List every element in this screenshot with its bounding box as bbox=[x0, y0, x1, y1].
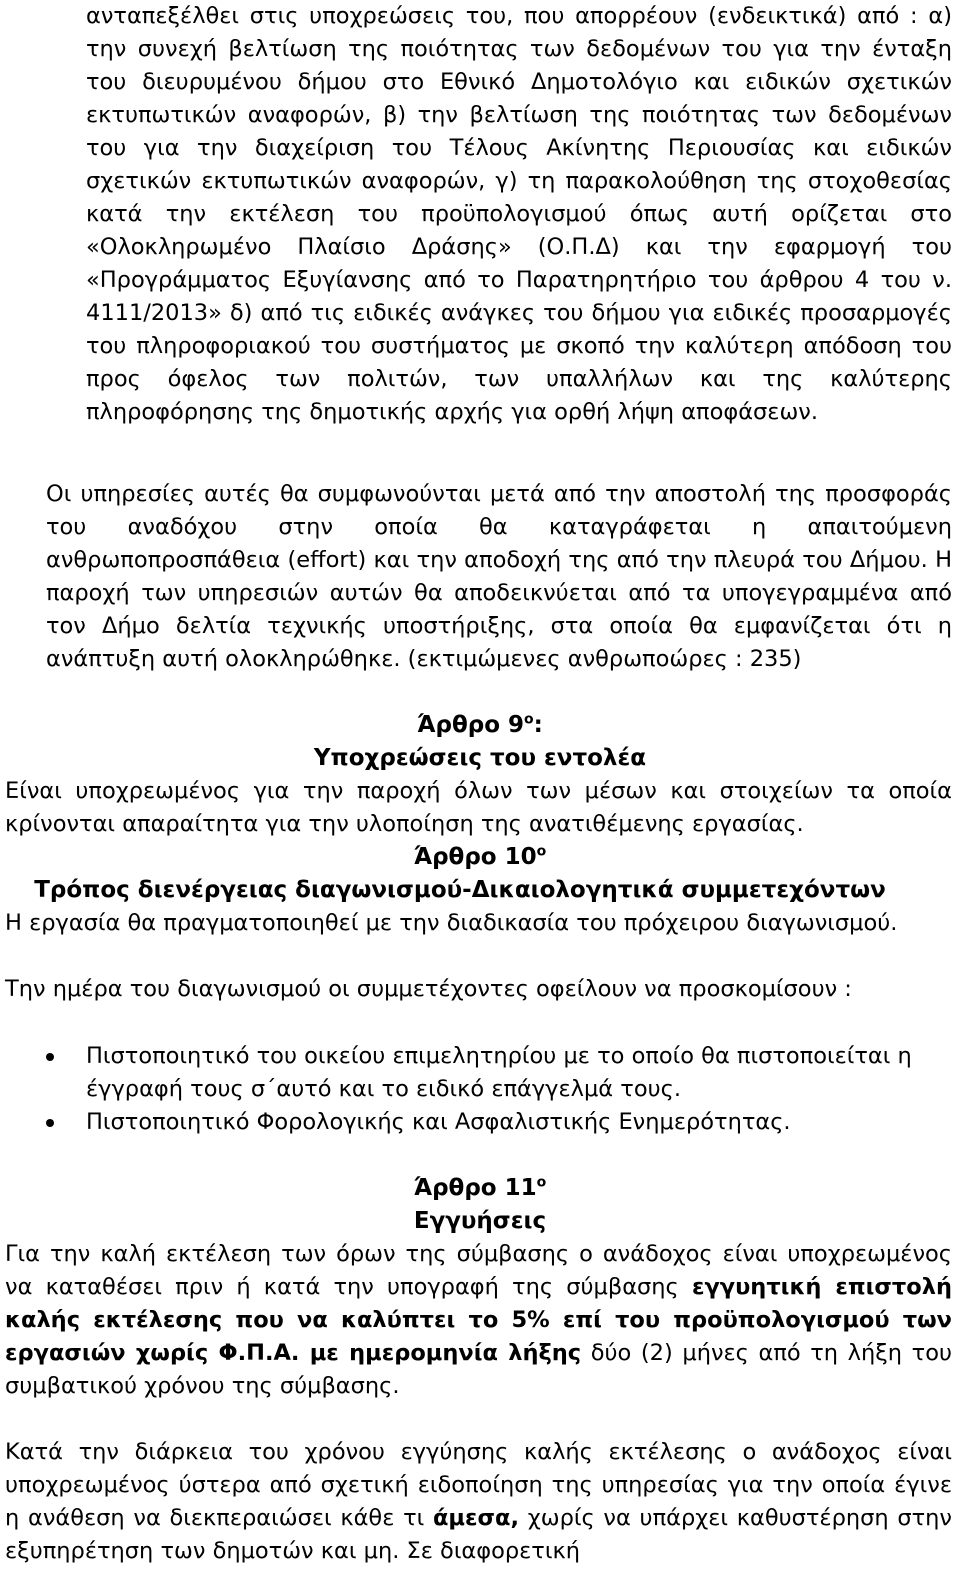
article-11-title: Άρθρο $11^o$ bbox=[413, 1174, 547, 1201]
services-paragraph: Οι υπηρεσίες αυτές θα συμφωνούνται μετά από την αποστολή της προσφοράς του αναδόχου στην οποία θα καταγράφεται η απαιτούμενη ανθρωποπροσπάθεια (effort) και την αποδοχή της από την πλευρά του Δήμου. Η παροχή των υπηρεσιών αυτών θα αποδεικνύεται από τα υπογεγραμμένα από τον Δήμο δελτία τεχνικής υποστήριξης, στα οποία θα εμφανίζεται ότι η ανάπτυξη αυτή ολοκληρώθηκε. (εκτιμώμενες ανθρωποώρες : 235) bbox=[46, 481, 952, 672]
intro-paragraph: ανταπεξέλθει στις υποχρεώσεις του, που απορρέουν (ενδεικτικά) από : α) την συνεχή βελτίωση της ποιότητας των δεδομένων του για την ένταξη του διευρυμένου δήμου στο Εθνικό Δημοτολόγιο και ειδικών σχετικών εκτυπωτικών αναφορών, β) την βελτίωση της ποιότητας των δεδομένων του για την διαχείριση του Τέλους Ακίνητης Περιουσίας και ειδικών σχετικών εκτυπωτικών αναφορών, γ) τη παρακολούθηση της στοχοθεσίας κατά την εκτέλεση του προϋπολογισμού όπως αυτή ορίζεται στο «Ολοκληρωμένο Πλαίσιο Δράσης» (Ο.Π.Δ) και την εφαρμογή του «Προγράμματος Εξυγίανσης από το Παρατηρητήριο του άρθρου 4 του ν. 4111/2013» δ) από τις ειδικές ανάγκες του δήμου για ειδικές προσαρμογές του πληροφοριακού του συστήματος με σκοπό την καλύτερη απόδοση του προς όφελος των πολιτών, των υπαλλήλων και της καλύτερης πληροφόρησης της δημοτικής αρχής για ορθή λήψη αποφάσεων. bbox=[86, 3, 952, 425]
guarantee-duration-paragraph: Κατά την διάρκεια του χρόνου εγγύησης καλής εκτέλεσης ο ανάδοχος είναι υποχρεωμένος ύστερα από σχετική ειδοποίηση της υπηρεσίας για την οποία έγινε η ανάθεση να διεκπεραιώσει κάθε τι άμεσα, χωρίς να υπάρχει καθυστέρηση στην εξυπηρέτηση των δημοτών και μη. Σε διαφορετική bbox=[5, 1439, 952, 1564]
article-9-subtitle: Υποχρεώσεις του εντολέα bbox=[313, 745, 647, 771]
article-9-paragraph: Είναι υποχρεωμένος για την παροχή όλων των μέσων και στοιχείων τα οποία κρίνονται απαραίτητα για την υλοποίηση της ανατιθέμενης εργασίας. bbox=[5, 778, 952, 837]
article-11-subtitle: Εγγυήσεις bbox=[413, 1208, 547, 1234]
article-9-title: Άρθρο $9^o$: bbox=[417, 711, 543, 738]
article-10-subtitle: Τρόπος διενέργειας διαγωνισμού-Δικαιολογητικά συμμετεχόντων bbox=[34, 877, 886, 903]
guarantee-paragraph: Για την καλή εκτέλεση των όρων της σύμβασης ο ανάδοχος είναι υποχρεωμένος να καταθέσει πριν ή κατά την υπογραφή της σύμβασης εγγυητική επιστολή καλής εκτέλεσης που να καλύπτει το 5% επί του προϋπολογισμού των εργασιών χωρίς Φ.Π.Α. με ημερομηνία λήξης δύο (2) μήνες από τη λήξη του συμβατικού χρόνου της σύμβασης. bbox=[5, 1241, 952, 1399]
guarantee-bold-text: εγγυητική επιστολή καλής εκτέλεσης που να καλύπτει το 5% επί του προϋπολογισμού των εργασιών χωρίς Φ.Π.Α. με ημερομηνία λήξης bbox=[5, 1274, 952, 1366]
list-item: Πιστοποιητικό του οικείου επιμελητηρίου με το οποίο θα πιστοποιείται η έγγραφή τους σ΄αυτό και το ειδικό επάγγελμά τους. bbox=[0, 1040, 952, 1106]
submission-paragraph: Την ημέρα του διαγωνισμού οι συμμετέχοντες οφείλουν να προσκομίσουν : bbox=[5, 976, 852, 1002]
required-documents-list bbox=[0, 1040, 952, 1139]
bullet-icon bbox=[46, 1053, 54, 1061]
article-10-paragraph: Η εργασία θα πραγματοποιηθεί με την διαδικασία του πρόχειρου διαγωνισμού. bbox=[5, 910, 898, 936]
article-10-title: Άρθρο $10^o$ bbox=[413, 843, 547, 870]
list-item: Πιστοποιητικό Φορολογικής και Ασφαλιστικής Ενημερότητας. bbox=[0, 1106, 952, 1139]
immediately-bold-text: άμεσα, bbox=[432, 1505, 520, 1531]
bullet-icon bbox=[46, 1119, 54, 1127]
